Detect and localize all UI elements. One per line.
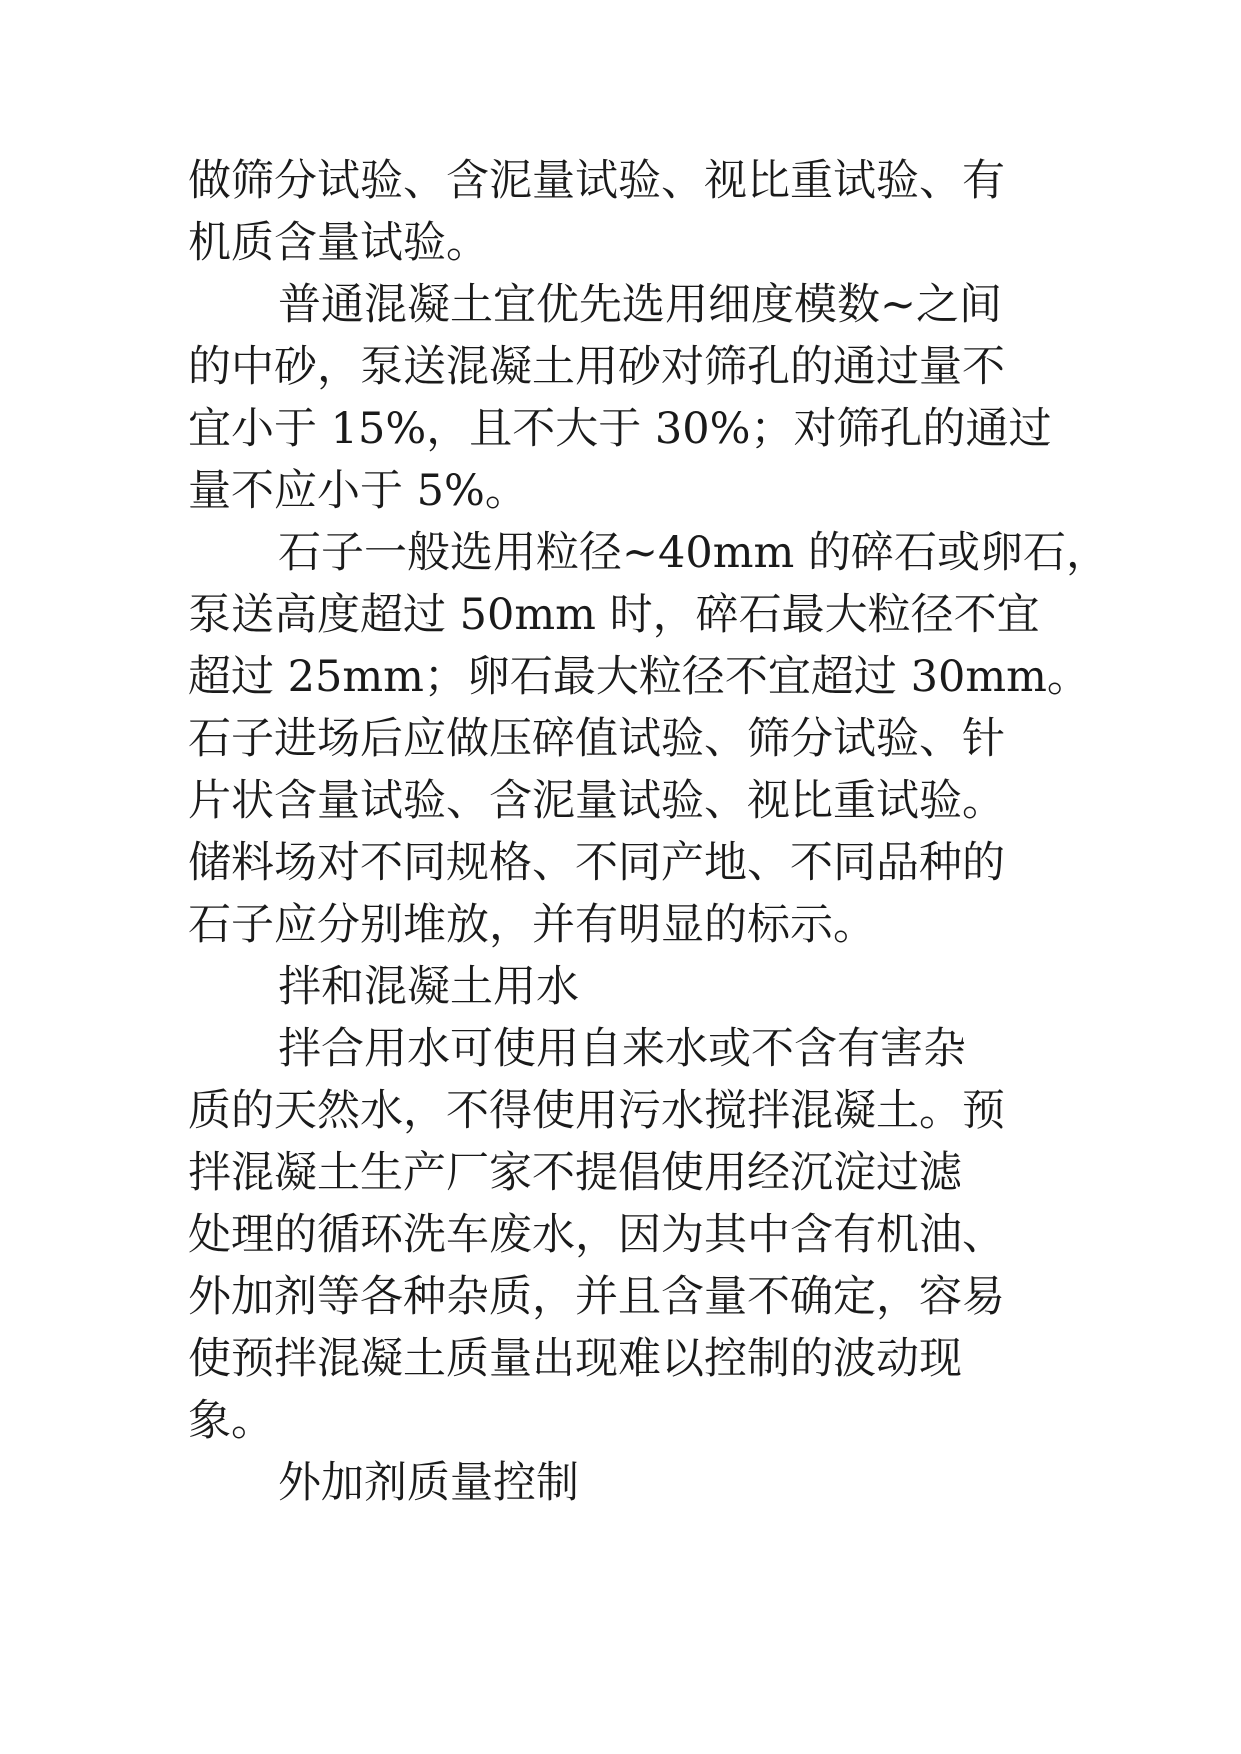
text-line: 的中砂，泵送混凝土用砂对筛孔的通过量不	[188, 342, 1005, 392]
text-line: 象。	[188, 1396, 274, 1446]
text-line: 宜小于 15%，且不大于 30%；对筛孔的通过	[188, 404, 1052, 454]
text-line: 做筛分试验、含泥量试验、视比重试验、有	[188, 156, 1005, 206]
text-line: 石子进场后应做压碎值试验、筛分试验、针	[188, 714, 1005, 764]
text-line: 石子应分别堆放，并有明显的标示。	[188, 900, 876, 950]
text-line: 外加剂等各种杂质，并且含量不确定，容易	[188, 1272, 1005, 1322]
text-line: 储料场对不同规格、不同产地、不同品种的	[188, 838, 1005, 888]
text-line: 质的天然水，不得使用污水搅拌混凝土。预	[188, 1086, 1005, 1136]
paragraph-start-line: 拌合用水可使用自来水或不含有害杂	[278, 1024, 966, 1074]
text-line: 超过 25mm；卵石最大粒径不宜超过 30mm。	[188, 652, 1090, 702]
text-line: 机质含量试验。	[188, 218, 489, 268]
text-line: 使预拌混凝土质量出现难以控制的波动现	[188, 1334, 962, 1384]
section-heading: 拌和混凝土用水	[278, 962, 579, 1012]
text-line: 泵送高度超过 50mm 时，碎石最大粒径不宜	[188, 590, 1040, 640]
section-heading: 外加剂质量控制	[278, 1458, 579, 1508]
text-line: 拌混凝土生产厂家不提倡使用经沉淀过滤	[188, 1148, 962, 1198]
text-line: 处理的循环洗车废水，因为其中含有机油、	[188, 1210, 1005, 1260]
paragraph-start-line: 石子一般选用粒径~40mm 的碎石或卵石，	[278, 528, 1109, 578]
body-text	[188, 150, 1109, 1514]
text-line: 量不应小于 5%。	[188, 466, 528, 516]
text-line: 片状含量试验、含泥量试验、视比重试验。	[188, 776, 1005, 826]
paragraph-start-line: 普通混凝土宜优先选用细度模数~之间	[278, 280, 1003, 330]
